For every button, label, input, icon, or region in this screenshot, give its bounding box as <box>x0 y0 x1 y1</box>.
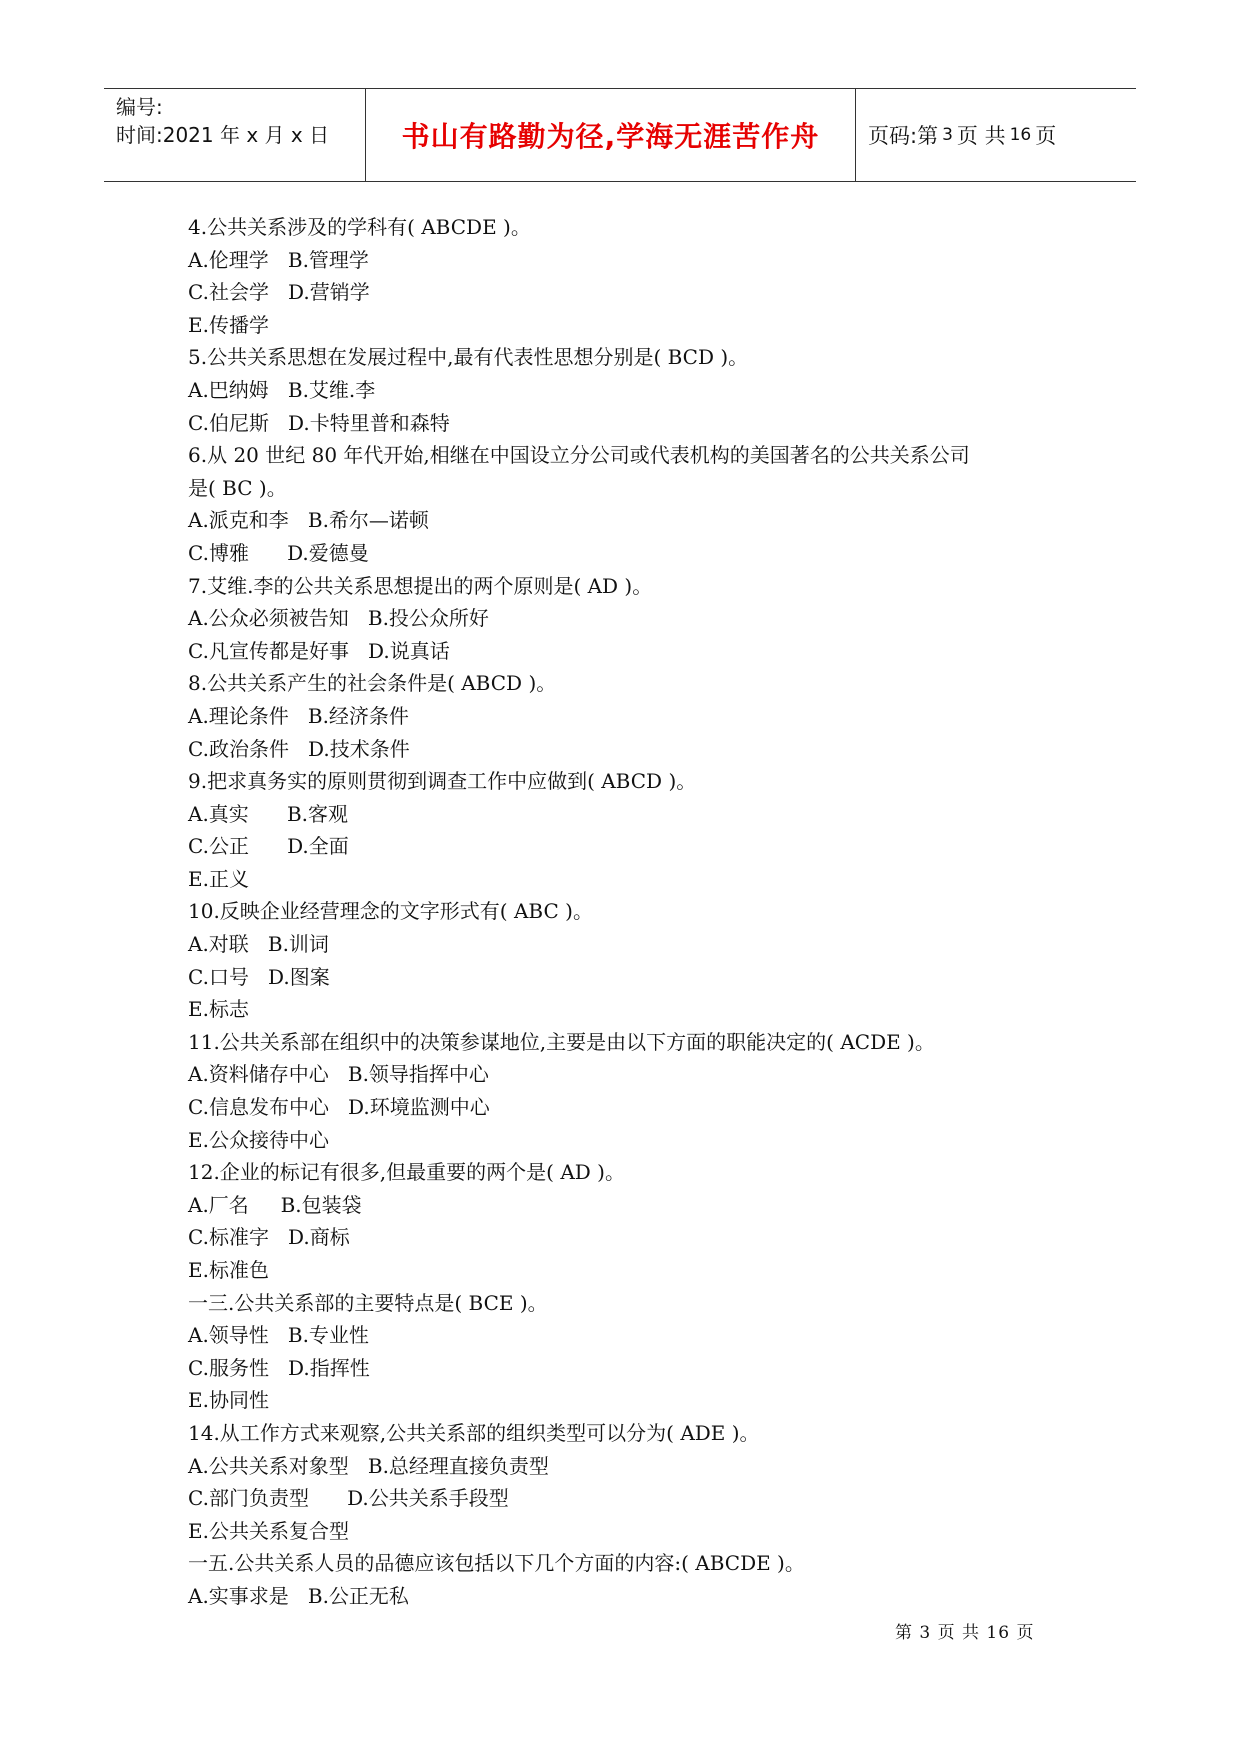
answer-option-line: E.协同性 <box>188 1388 269 1413</box>
page-current-number: 3 <box>942 125 953 145</box>
answer-option-line: E.标志 <box>188 997 249 1022</box>
answer-option-line: A.资料储存中心 B.领导指挥中心 <box>188 1062 489 1087</box>
answer-option-line: C.部门负责型 D.公共关系手段型 <box>188 1486 509 1511</box>
question-line: 一三.公共关系部的主要特点是( BCE )。 <box>188 1290 548 1315</box>
answer-option-line: C.伯尼斯 D.卡特里普和森特 <box>188 410 450 435</box>
answer-option-line: A.领导性 B.专业性 <box>188 1323 369 1348</box>
answer-option-line: C.博雅 D.爱德曼 <box>188 540 369 565</box>
page-label-suffix: 页 <box>1035 124 1057 148</box>
answer-option-line: A.公共关系对象型 B.总经理直接负责型 <box>188 1453 549 1478</box>
page-label-prefix: 页码:第 <box>868 124 939 148</box>
question-line: 12.企业的标记有很多,但最重要的两个是( AD )。 <box>188 1160 625 1185</box>
answer-option-line: A.伦理学 B.管理学 <box>188 247 369 272</box>
answer-option-line: C.标准字 D.商标 <box>188 1225 350 1250</box>
answer-option-line: A.巴纳姆 B.艾维.李 <box>188 377 376 402</box>
question-line: 10.反映企业经营理念的文字形式有( ABC )。 <box>188 899 593 924</box>
answer-option-line: C.凡宣传都是好事 D.说真话 <box>188 638 450 663</box>
header-meta <box>104 89 366 181</box>
answer-option-line: A.厂名 B.包装袋 <box>188 1192 362 1217</box>
page-header <box>104 88 1136 182</box>
document-number-label: 编号: <box>116 95 163 119</box>
question-line: 6.从 20 世纪 80 年代开始,相继在中国设立分公司或代表机构的美国著名的公共关系公司 <box>188 443 970 468</box>
question-line: 5.公共关系思想在发展过程中,最有代表性思想分别是( BCD )。 <box>188 345 749 370</box>
page-total-number: 16 <box>1009 125 1032 145</box>
question-line: 7.艾维.李的公共关系思想提出的两个原则是( AD )。 <box>188 573 653 598</box>
answer-option-line: E.公众接待中心 <box>188 1127 329 1152</box>
header-page-indicator <box>856 89 1136 181</box>
answer-option-line: E.标准色 <box>188 1258 269 1282</box>
answer-option-line: A.派克和李 B.希尔—诺顿 <box>188 508 429 533</box>
answer-option-line: A.实事求是 B.公正无私 <box>188 1583 409 1608</box>
question-line: 14.从工作方式来观察,公共关系部的组织类型可以分为( ADE )。 <box>188 1420 760 1445</box>
answer-option-line: C.服务性 D.指挥性 <box>188 1355 370 1380</box>
document-time-label: 时间:2021 年 x 月 x 日 <box>116 123 330 147</box>
answer-option-line: C.口号 D.图案 <box>188 964 330 989</box>
answer-option-line: C.公正 D.全面 <box>188 834 349 859</box>
answer-option-line: A.真实 B.客观 <box>188 801 348 826</box>
answer-option-line: 是( BC )。 <box>188 475 287 500</box>
answer-option-line: C.信息发布中心 D.环境监测中心 <box>188 1095 490 1120</box>
answer-option-line: E.公共关系复合型 <box>188 1518 349 1543</box>
page-label-middle: 页 共 <box>956 124 1006 148</box>
answer-option-line: A.公众必须被告知 B.投公众所好 <box>188 606 489 631</box>
question-line: 4.公共关系涉及的学科有( ABCDE )。 <box>188 215 531 239</box>
page-footer: 第 3 页 共 16 页 <box>895 1623 1035 1643</box>
question-line: 9.把求真务实的原则贯彻到调查工作中应做到( ABCD )。 <box>188 769 697 794</box>
answer-option-line: A.对联 B.训词 <box>188 932 329 957</box>
answer-option-line: C.政治条件 D.技术条件 <box>188 736 410 761</box>
answer-option-line: E.传播学 <box>188 312 269 337</box>
answer-option-line: C.社会学 D.营销学 <box>188 280 370 305</box>
answer-option-line: A.理论条件 B.经济条件 <box>188 703 409 728</box>
question-line: 一五.公共关系人员的品德应该包括以下几个方面的内容:( ABCDE )。 <box>188 1551 805 1576</box>
header-motto: 书山有路勤为径,学海无涯苦作舟 <box>366 89 856 181</box>
question-line: 11.公共关系部在组织中的决策参谋地位,主要是由以下方面的职能决定的( ACDE )。 <box>188 1029 935 1054</box>
answer-option-line: E.正义 <box>188 866 249 891</box>
question-list <box>188 211 1088 1613</box>
question-line: 8.公共关系产生的社会条件是( ABCD )。 <box>188 671 557 696</box>
